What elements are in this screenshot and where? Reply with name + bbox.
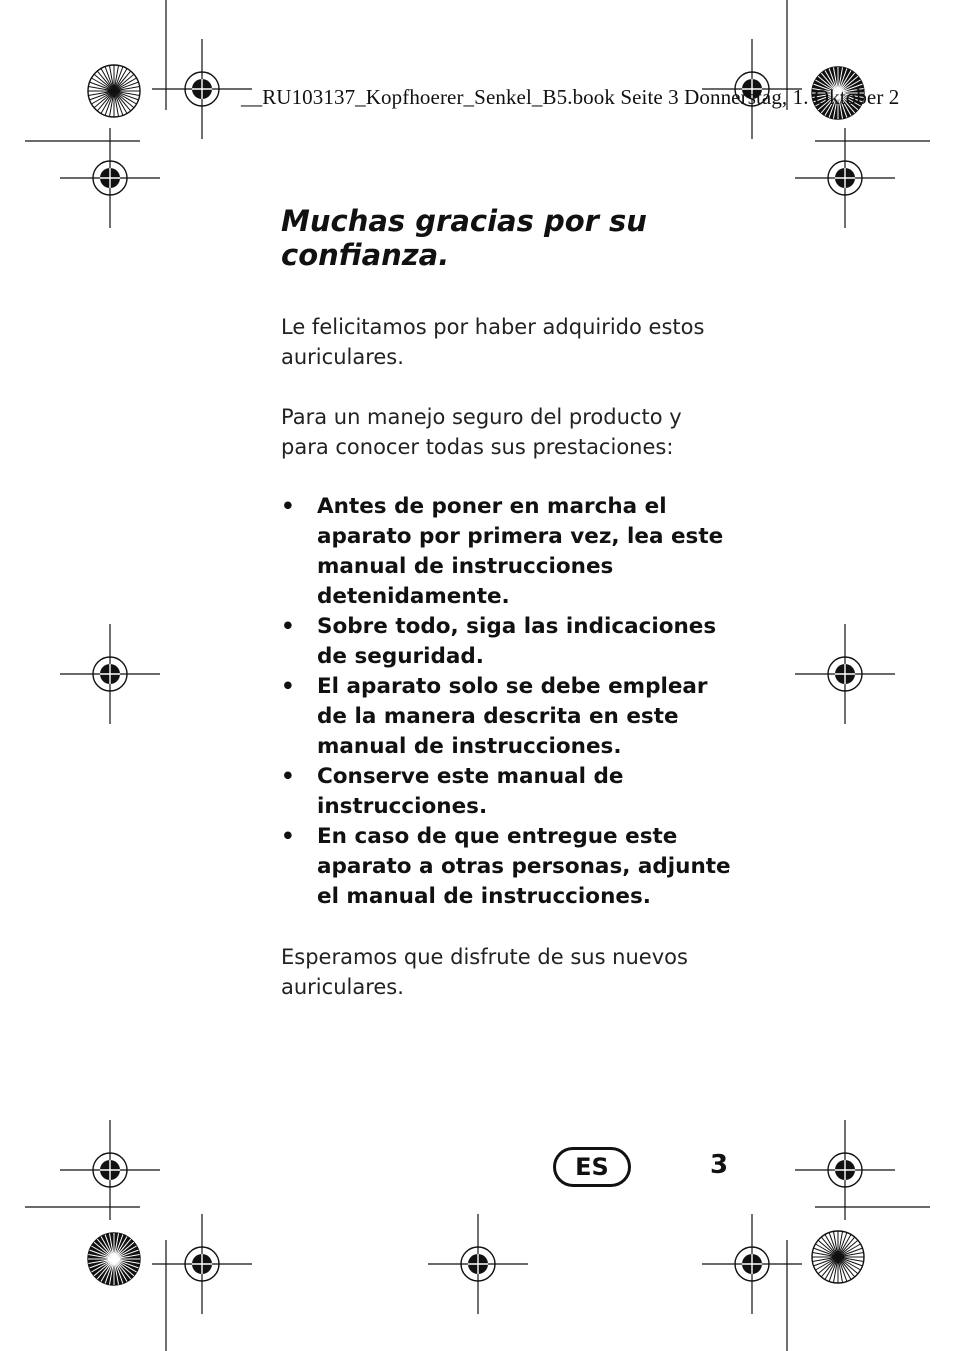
registration-crosshair-icon [60,128,160,228]
registration-crosshair-icon [60,624,160,724]
print-slug-header: __RU103137_Kopfhoerer_Senkel_B5.book Seite 3 Donnerstag, 1. Oktober 2 [241,85,900,109]
registration-crosshair-icon [795,128,895,228]
list-item [281,672,741,762]
list-item-text: Antes de poner en marcha el aparato por primera vez, lea este manual de instrucciones detenidamente. [317,494,724,609]
bullet-icon: • [281,764,295,789]
closing-paragraph: Esperamos que disfrute de sus nuevos auriculares. [281,945,688,999]
page-number: 3 [710,1150,729,1180]
language-badge: ES [553,1147,631,1187]
safety-intro-paragraph: Para un manejo seguro del producto y para conocer todas sus prestaciones: [281,405,682,459]
registration-crosshair-icon [795,1120,895,1220]
intro-paragraph: Le felicitamos por haber adquirido estos auriculares. [281,315,705,369]
registration-crosshair-icon [428,1214,528,1314]
list-item [281,612,741,672]
list-item [281,762,741,822]
registration-crosshair-icon [152,39,252,139]
list-item-text: El aparato solo se debe emplear de la manera descrita en este manual de instrucciones. [317,674,708,759]
color-target-starburst-icon [88,65,140,117]
instruction-list [281,492,741,912]
page-title: Muchas gracias por su confianza. [281,204,647,272]
list-item-text: Sobre todo, siga las indicaciones de seguridad. [317,614,717,669]
list-item [281,492,741,612]
list-item [281,822,741,912]
registration-crosshair-icon [152,1214,252,1314]
bullet-icon: • [281,674,295,699]
bullet-icon: • [281,824,295,849]
list-item-text: En caso de que entregue este aparato a otras personas, adjunte el manual de instrucciones. [317,824,731,909]
color-target-starburst-icon [88,1233,140,1285]
page-content [281,204,741,1002]
bullet-icon: • [281,494,295,519]
color-target-starburst-icon [812,1231,864,1283]
registration-crosshair-icon [795,624,895,724]
bullet-icon: • [281,614,295,639]
list-item-text: Conserve este manual de instrucciones. [317,764,624,819]
registration-crosshair-icon [60,1120,160,1220]
